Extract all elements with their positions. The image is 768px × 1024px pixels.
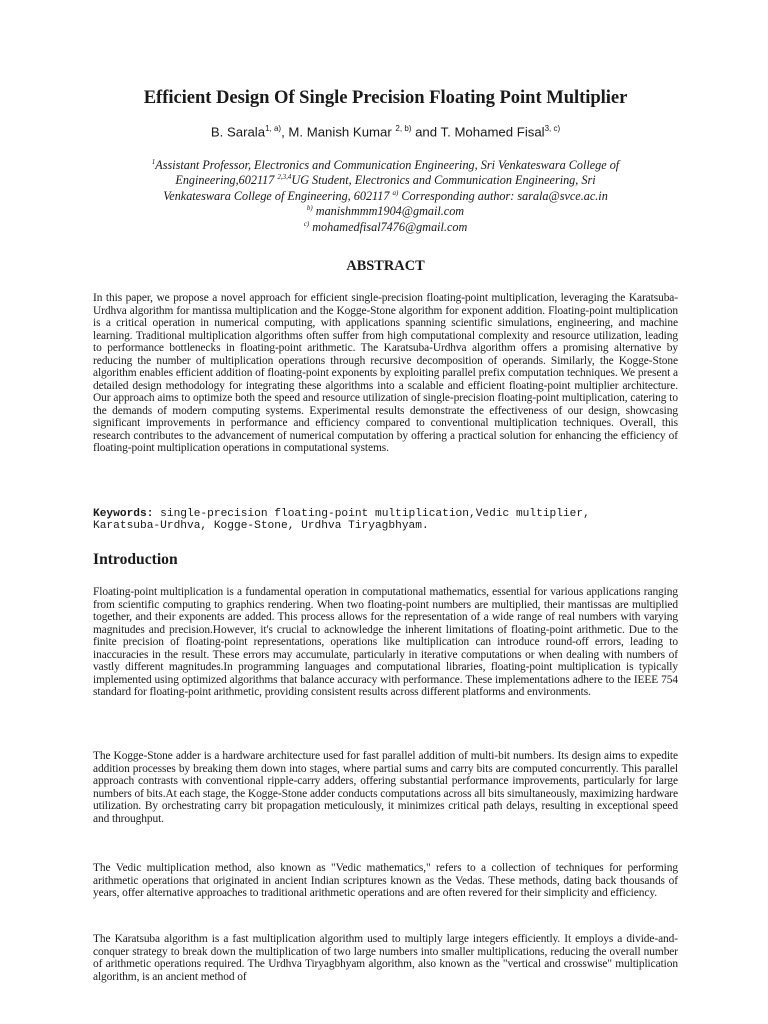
affiliation-marker: b) [306,204,313,213]
abstract-text: In this paper, we propose a novel approach for efficient single-precision floating-point multiplication, leveraging the Karatsuba-Urdhva algorithm for mantissa multiplication and the Kogge-Stone algorithm for exponent addition. Floating-point multiplication is a critical operation in numerical computing, with applications spanning scientific simulations, engineering, and machine learning. Traditional multiplication algorithms often suffer from high computational complexity and resource utilization, leading to performance bottlenecks in floating-point arithmetic. The Karatsuba-Urdhva algorithm offers a promising alternative by reducing the number of multiplication operations through recursive decomposition of operands. Similarly, the Kogge-Stone algorithm enables efficient addition of floating-point exponents by exploiting parallel prefix computation techniques. We present a detailed design methodology for integrating these algorithms into a scalable and efficient floating-point multiplier architecture. Our approach aims to optimize both the speed and resource utilization of single-precision floating-point multiplication, catering to the demands of modern computing systems. Experimental results demonstrate the effectiveness of our design, showcasing significant improvements in performance and efficiency compared to conventional multiplication techniques. Overall, this research contributes to the advancement of numerical computation by offering a practical solution for enhancing the efficiency of floating-point multiplication operations in computational systems. [93,292,678,454]
intro-paragraph: The Kogge-Stone adder is a hardware architecture used for fast parallel addition of multi-bit numbers. Its design aims to expedite addition processes by breaking them down into stages, where partial sums and carry bits are computed concurrently. This parallel approach contrasts with conventional ripple-carry adders, offering substantial performance improvements, particularly for large numbers of bits.At each stage, the Kogge-Stone adder conducts computations across all bits simultaneously, maximizing hardware utilization. By orchestrating carry bit propagation meticulously, it minimizes critical path delays, resulting in exceptional speed and throughput. [93,750,678,825]
keywords-block [93,508,678,533]
intro-paragraph: Floating-point multiplication is a fundamental operation in computational mathematics, essential for various applications ranging from scientific computing to graphics rendering. When two floating-point numbers are multiplied, their mantissas are multiplied together, and their exponents are added. This process allows for the representation of a wide range of real numbers with varying magnitudes and precision.However, it's crucial to acknowledge the inherent limitations of floating-point arithmetic. Due to the finite precision of floating-point representations, operations like multiplication can introduce round-off errors, leading to inaccuracies in the result. These errors may accumulate, particularly in iterative computations or when dealing with numbers of vastly different magnitudes.In programming languages and computational libraries, floating-point multiplication is typically implemented using optimized algorithms that balance accuracy with performance. These implementations adhere to the IEEE 754 standard for floating-point arithmetic, providing consistent results across different platforms and environments. [93,586,678,698]
email-line [93,218,678,233]
keywords-text: single-precision floating-point multiplication,Vedic multiplier, [153,508,590,520]
affiliation-line [93,156,678,171]
author-affiliation-marker: 1, a) [265,124,282,133]
affiliation-marker: 2,3,4 [277,173,292,182]
affiliation-text: Engineering,602117 [175,173,278,188]
paper-page [93,0,678,1024]
keywords-line [93,508,678,520]
email-line [93,202,678,217]
author-affiliation-marker: 2, b) [395,124,412,133]
paper-title: Efficient Design Of Single Precision Floating Point Multiplier [143,87,628,108]
author-name: M. Manish Kumar [288,124,396,140]
author-line [93,124,678,139]
keywords-label: Keywords: [93,508,154,520]
author-name: T. Mohamed Fisal [440,124,545,140]
author-separator: , [281,124,289,140]
abstract-heading: ABSTRACT [346,258,425,274]
affiliation-text: Venkateswara College of Engineering, 602117 [163,189,393,203]
affiliation-text: Assistant Professor, Electronics and Communication Engineering, Sri Venkateswara College of [155,158,620,173]
affiliation-marker: c) [303,219,310,228]
keywords-line [93,520,678,532]
author-email: manishmmm1904@gmail.com [312,204,465,219]
keywords-text: Karatsuba-Urdhva, Kogge-Stone, Urdhva Tiryagbhyam. [93,520,429,533]
affiliation-marker: 1 [151,158,156,166]
author-email: mohamedfisal7476@gmail.com [309,219,468,234]
intro-paragraph: The Karatsuba algorithm is a fast multiplication algorithm used to multiply large integers efficiently. It employs a divide-and-conquer strategy to break down the multiplication of two large numbers into smaller multiplications, reducing the overall number of arithmetic operations required. The Urdhva Tiryagbhyam algorithm, also known as the "vertical and crosswise" multiplication algorithm, is an ancient method of [93,933,678,983]
intro-paragraph: The Vedic multiplication method, also known as "Vedic mathematics," refers to a collection of techniques for performing arithmetic operations that originated in ancient Indian scriptures known as the Vedas. These methods, dating back thousands of years, offer alternative approaches to traditional arithmetic operations and are often revered for their simplicity and efficiency. [93,862,678,899]
introduction-heading: Introduction [93,551,178,568]
affiliation-line [93,171,678,186]
author-affiliation-marker: 3, c) [544,124,561,133]
affiliations-block [93,156,678,233]
affiliation-text: UG Student, Electronics and Communication Engineering, Sri [291,173,596,188]
affiliation-line [93,187,678,202]
author-name: B. Sarala [210,124,266,140]
author-conjunction: and [411,124,441,140]
corresponding-author: Corresponding author: sarala@svce.ac.in [398,189,608,203]
affiliation-marker: a) [392,188,399,197]
